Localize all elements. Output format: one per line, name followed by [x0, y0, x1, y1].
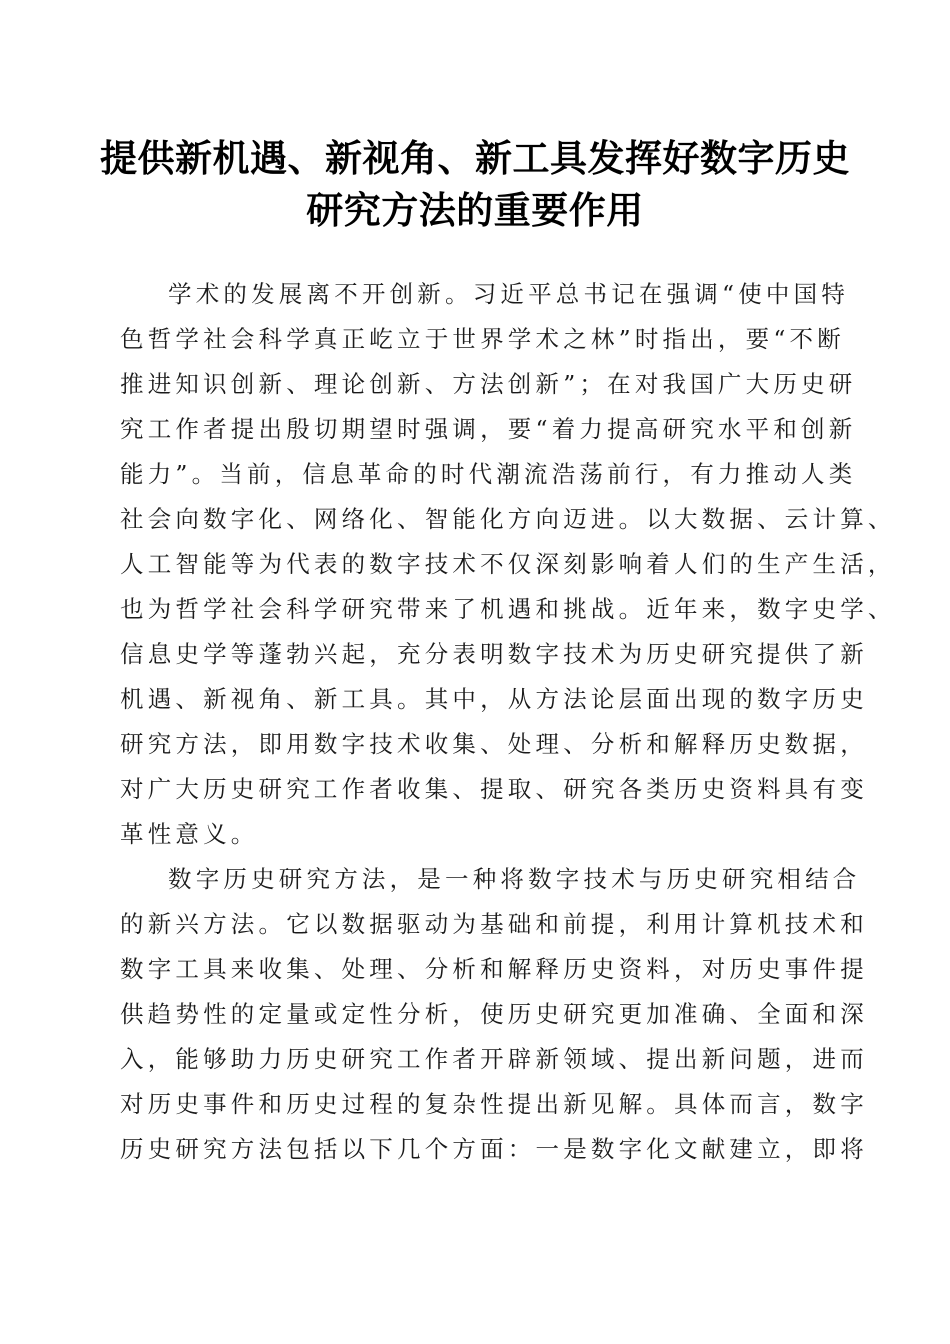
paragraph-line: 推进知识创新、理论创新、方法创新”；在对我国广大历史研 — [120, 370, 857, 398]
paragraph-line: 数字工具来收集、处理、分析和解释历史资料，对历史事件提 — [120, 955, 868, 983]
paragraph-line: 色哲学社会科学真正屹立于世界学术之林”时指出，要“不断 — [120, 325, 845, 353]
paragraph-line: 入，能够助力历史研究工作者开辟新领域、提出新问题，进而 — [120, 1045, 868, 1073]
paragraph-line: 历史研究方法包括以下几个方面：一是数字化文献建立，即将 — [120, 1135, 868, 1163]
paragraph-line: 信息史学等蓬勃兴起，充分表明数字技术为历史研究提供了新 — [120, 640, 868, 668]
document-title-line-1: 提供新机遇、新视角、新工具发挥好数字历史 — [100, 136, 850, 180]
paragraph-line: 人工智能等为代表的数字技术不仅深刻影响着人们的生产生活， — [120, 550, 896, 578]
document-title-line-2: 研究方法的重要作用 — [306, 188, 644, 232]
paragraph-line: 社会向数字化、网络化、智能化方向迈进。以大数据、云计算、 — [120, 505, 896, 533]
paragraph-line: 对历史事件和历史过程的复杂性提出新见解。具体而言，数字 — [120, 1090, 868, 1118]
paragraph-line: 究工作者提出殷切期望时强调，要“着力提高研究水平和创新 — [120, 415, 857, 443]
paragraph-line: 能力”。当前，信息革命的时代潮流浩荡前行，有力推动人类 — [120, 460, 857, 488]
paragraph-line: 革性意义。 — [120, 820, 259, 848]
paragraph-line: 学术的发展离不开创新。习近平总书记在强调“使中国特 — [168, 280, 850, 308]
paragraph-line: 也为哲学社会科学研究带来了机遇和挑战。近年来，数字史学、 — [120, 595, 896, 623]
paragraph-line: 研究方法，即用数字技术收集、处理、分析和解释历史数据， — [120, 730, 868, 758]
paragraph-line: 对广大历史研究工作者收集、提取、研究各类历史资料具有变 — [120, 775, 868, 803]
paragraph-line: 的新兴方法。它以数据驱动为基础和前提，利用计算机技术和 — [120, 910, 868, 938]
paragraph-line: 供趋势性的定量或定性分析，使历史研究更加准确、全面和深 — [120, 1000, 868, 1028]
paragraph-line: 数字历史研究方法，是一种将数字技术与历史研究相结合 — [168, 865, 861, 893]
paragraph-line: 机遇、新视角、新工具。其中，从方法论层面出现的数字历史 — [120, 685, 868, 713]
